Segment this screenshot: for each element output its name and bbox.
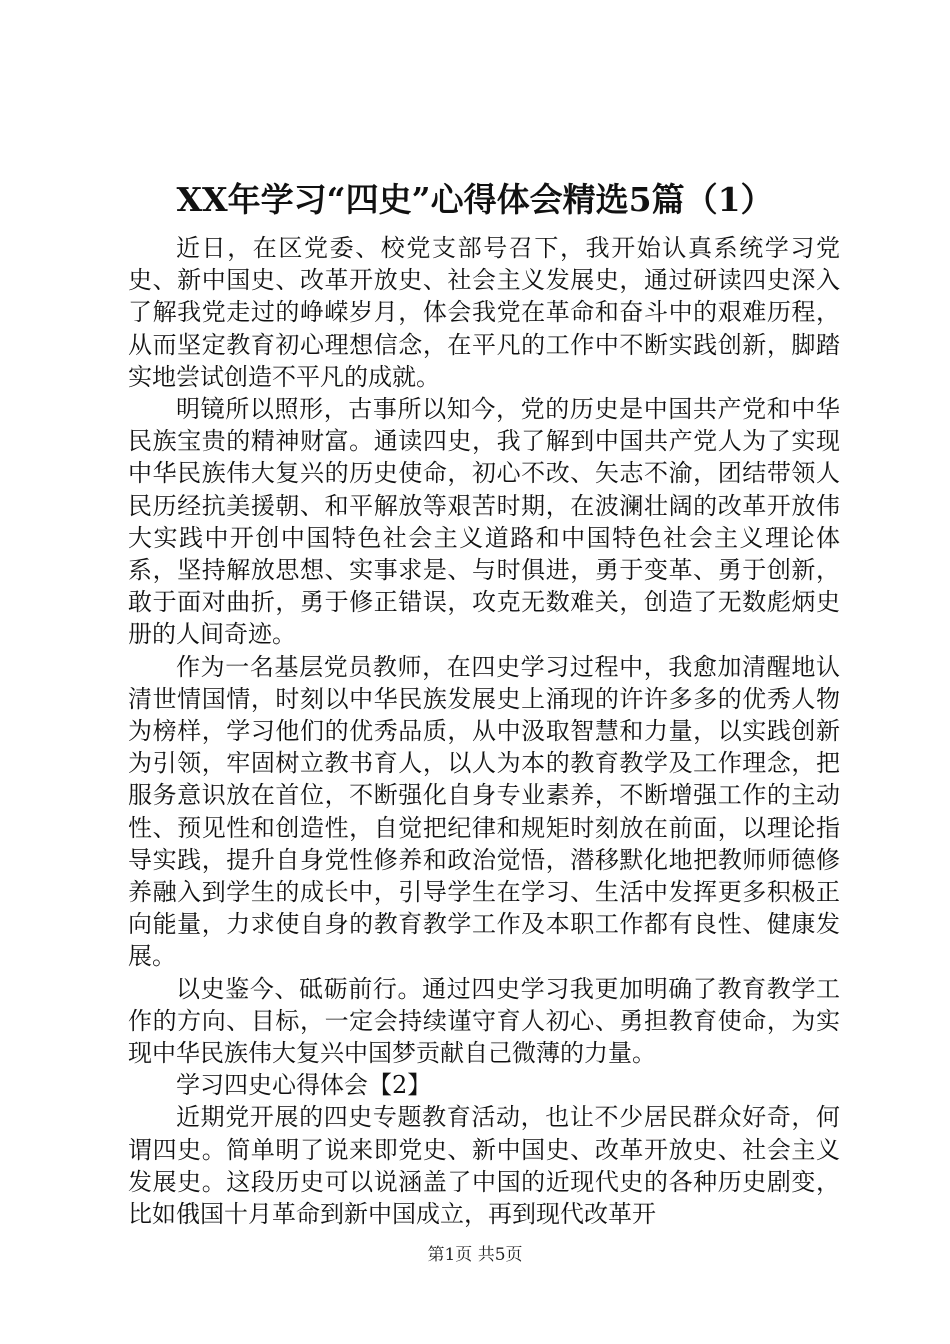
paragraph-4: 以史鉴今、砥砺前行。通过四史学习我更加明确了教育教学工作的方向、目标，一定会持续谨守育人初心、勇担教育使命，为实现中华民族伟大复兴中国梦贡献自己微薄的力量。: [128, 974, 840, 1068]
paragraph-2: 明镜所以照形，古事所以知今，党的历史是中国共产党和中华民族宝贵的精神财富。通读四史，我了解到中国共产党人为了实现中华民族伟大复兴的历史使命，初心不改、矢志不渝，团结带领人民历经抗美援朝、和平解放等艰苦时期，在波澜壮阔的改革开放伟大实践中开创中国特色社会主义道路和中国特色社会主义理论体系，坚持解放思想、实事求是、与时俱进，勇于变革、勇于创新，敢于面对曲折，勇于修正错误，攻克无数难关，创造了无数彪炳史册的人间奇迹。: [128, 395, 840, 649]
paragraph-5: 近期党开展的四史专题教育活动，也让不少居民群众好奇，何谓四史。简单明了说来即党史、新中国史、改革开放史、社会主义发展史。这段历史可以说涵盖了中国的近现代史的各种历史剧变，比如俄国十月革命到新中国成立，再到现代改革开: [128, 1103, 840, 1229]
page-number-footer: 第1页 共5页: [427, 1245, 523, 1265]
section-heading: 学习四史心得体会【2】: [176, 1071, 432, 1100]
paragraph-3: 作为一名基层党员教师，在四史学习过程中，我愈加清醒地认清世情国情，时刻以中华民族发展史上涌现的许许多多的优秀人物为榜样，学习他们的优秀品质，从中汲取智慧和力量，以实践创新为引领，牢固树立教书育人，以人为本的教育教学及工作理念，把服务意识放在首位，不断强化自身专业素养，不断增强工作的主动性、预见性和创造性，自觉把纪律和规矩时刻放在前面，以理论指导实践，提升自身党性修养和政治觉悟，潜移默化地把教师师德修养融入到学生的成长中，引导学生在学习、生活中发挥更多积极正向能量，力求使自身的教育教学工作及本职工作都有良性、健康发展。: [128, 652, 840, 971]
document-body: [128, 232, 840, 1230]
paragraph-1: 近日，在区党委、校党支部号召下，我开始认真系统学习党史、新中国史、改革开放史、社会主义发展史，通过研读四史深入了解我党走过的峥嵘岁月，体会我党在革命和奋斗中的艰难历程，从而坚定教育初心理想信念，在平凡的工作中不断实践创新，脚踏实地尝试创造不平凡的成就。: [128, 234, 840, 391]
document-title: XX年学习“四史”心得体会精选5篇（1）: [176, 180, 774, 219]
